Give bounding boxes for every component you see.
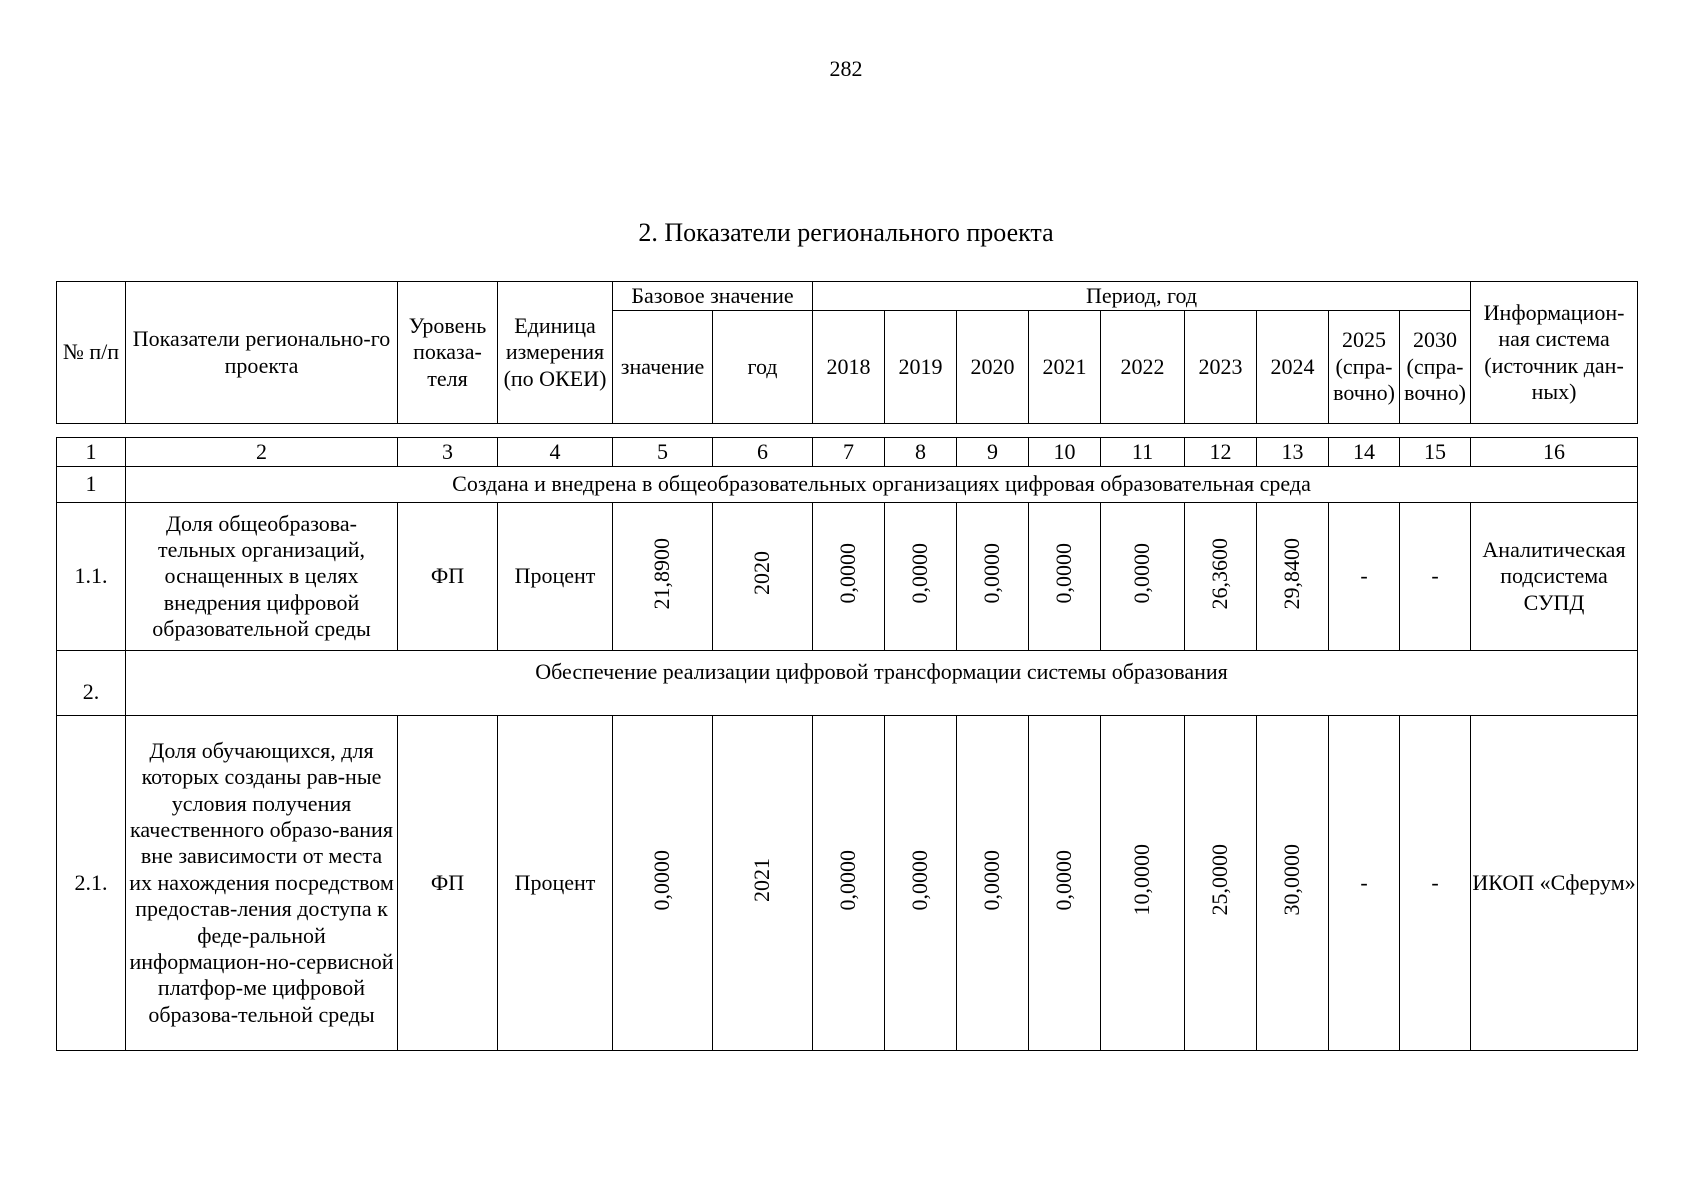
header-year-2021: 2021 [1029, 311, 1101, 424]
header-level: Уровень показа-теля [398, 282, 498, 424]
header-period-group: Период, год [813, 282, 1471, 311]
value-2019: 0,0000 [907, 849, 933, 911]
value-cell [1029, 716, 1101, 1051]
value-2019: 0,0000 [907, 543, 933, 604]
base-year: 2021 [749, 857, 775, 902]
header-year-2023: 2023 [1185, 311, 1257, 424]
column-number: 11 [1101, 438, 1185, 467]
header-base-value-group: Базовое значение [613, 282, 813, 311]
value-cell [1257, 716, 1329, 1051]
value-2018: 0,0000 [835, 543, 861, 604]
value-cell [1185, 716, 1257, 1051]
base-value-cell [613, 503, 713, 651]
header-year-2024: 2024 [1257, 311, 1329, 424]
header-year-2025: 2025 (спра-вочно) [1329, 311, 1400, 424]
value-cell [813, 716, 885, 1051]
value-2021: 0,0000 [1051, 849, 1077, 911]
header-base-year: год [713, 311, 813, 424]
header-year-2020: 2020 [957, 311, 1029, 424]
value-cell [813, 503, 885, 651]
value-cell [1029, 503, 1101, 651]
section-row [57, 467, 1638, 503]
indicators-table-header [56, 281, 1638, 424]
section-title: Обеспечение реализации цифровой трансформации системы образования [126, 651, 1638, 716]
section-number: 2. [57, 651, 126, 716]
value-cell [1101, 503, 1185, 651]
value-2025: - [1329, 716, 1400, 1051]
indicator-unit: Процент [498, 503, 613, 651]
value-2020: 0,0000 [979, 849, 1005, 911]
value-cell [957, 716, 1029, 1051]
base-value-cell [613, 716, 713, 1051]
value-cell [885, 503, 957, 651]
base-year: 2020 [749, 551, 775, 596]
column-number: 13 [1257, 438, 1329, 467]
row-number: 1.1. [57, 503, 126, 651]
section-title: Создана и внедрена в общеобразовательных организациях цифровая образовательная среда [126, 467, 1638, 503]
header-year-2030: 2030 (спра-вочно) [1400, 311, 1471, 424]
indicators-table-body [56, 437, 1638, 1051]
value-2025: - [1329, 503, 1400, 651]
header-year-2022: 2022 [1101, 311, 1185, 424]
indicator-name: Доля обучающихся, для которых созданы рав-ные условия получения качественного образо-вания вне зависимости от места их нахождения посредством предостав-ления доступа к феде-ральной информацион-но-сервисной платфор-ме цифровой образова-тельной среды [126, 716, 398, 1051]
info-system: ИКОП «Сферум» [1471, 716, 1638, 1051]
header-base-value: значение [613, 311, 713, 424]
indicator-level: ФП [398, 716, 498, 1051]
header-year-2019: 2019 [885, 311, 957, 424]
value-2018: 0,0000 [835, 849, 861, 911]
column-number: 10 [1029, 438, 1101, 467]
column-number: 15 [1400, 438, 1471, 467]
table-row [57, 503, 1638, 651]
indicator-name: Доля общеобразова-тельных организаций, оснащенных в целях внедрения цифровой образовательной среды [126, 503, 398, 651]
row-number: 2.1. [57, 716, 126, 1051]
value-cell [1185, 503, 1257, 651]
table-row [57, 716, 1638, 1051]
value-2022: 10,0000 [1129, 844, 1155, 916]
value-cell [1101, 716, 1185, 1051]
value-cell [885, 716, 957, 1051]
page-title: 2. Показатели регионального проекта [638, 218, 1054, 247]
column-number: 1 [57, 438, 126, 467]
column-number: 6 [713, 438, 813, 467]
column-number: 4 [498, 438, 613, 467]
column-number: 16 [1471, 438, 1638, 467]
header-unit: Единица измерения (по ОКЕИ) [498, 282, 613, 424]
base-value: 21,8900 [649, 537, 675, 610]
header-num: № п/п [57, 282, 126, 424]
column-number: 8 [885, 438, 957, 467]
section-row [57, 651, 1638, 716]
value-2021: 0,0000 [1051, 543, 1077, 604]
base-value: 0,0000 [649, 849, 675, 911]
indicator-level: ФП [398, 503, 498, 651]
base-year-cell [713, 716, 813, 1051]
base-year-cell [713, 503, 813, 651]
column-number: 3 [398, 438, 498, 467]
value-2030: - [1400, 503, 1471, 651]
column-number: 5 [613, 438, 713, 467]
info-system: Аналитическая подсистема СУПД [1471, 503, 1638, 651]
value-2024: 30,0000 [1279, 844, 1305, 916]
header-info-system: Информацион-ная система (источник дан-ных) [1471, 282, 1638, 424]
page-number: 282 [829, 56, 863, 81]
column-number: 14 [1329, 438, 1400, 467]
column-number: 2 [126, 438, 398, 467]
value-cell [957, 503, 1029, 651]
column-number: 9 [957, 438, 1029, 467]
column-number-row [57, 438, 1638, 467]
header-year-2018: 2018 [813, 311, 885, 424]
value-2024: 29,8400 [1279, 537, 1305, 610]
value-2022: 0,0000 [1129, 543, 1155, 604]
value-2020: 0,0000 [979, 543, 1005, 604]
value-2023: 26,3600 [1207, 537, 1233, 610]
value-2023: 25,0000 [1207, 844, 1233, 916]
value-2030: - [1400, 716, 1471, 1051]
indicator-unit: Процент [498, 716, 613, 1051]
value-cell [1257, 503, 1329, 651]
column-number: 12 [1185, 438, 1257, 467]
section-number: 1 [57, 467, 126, 503]
column-number: 7 [813, 438, 885, 467]
header-indicator: Показатели регионально-го проекта [126, 282, 398, 424]
